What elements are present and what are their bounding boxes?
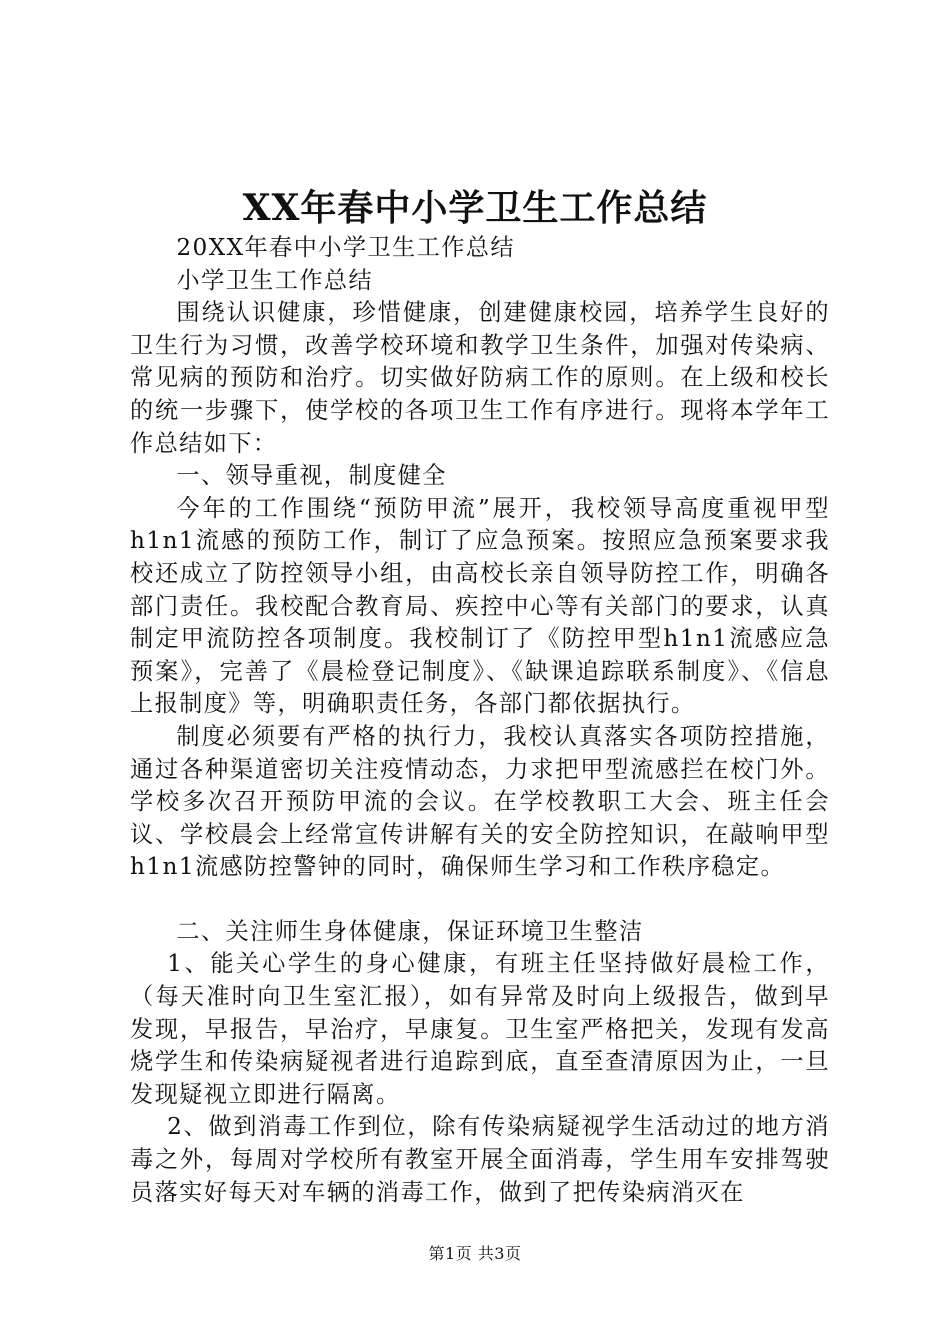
blank-line — [130, 884, 830, 916]
subtitle-line: 20XX年春中小学卫生工作总结 — [176, 234, 515, 261]
paragraph: 围绕认识健康，珍惜健康，创建健康校园，培养学生良好的卫生行为习惯，改善学校环境和教学卫生条件，加强对传染病、常见病的预防和治疗。切实做好防病工作的原则。在上级和校长的统一步骤下，使学校的各项卫生工作有序进行。现将本学年工作总结如下： — [130, 299, 830, 457]
document-title: XX年春中小学卫生工作总结 — [242, 187, 708, 229]
subtitle-line: 小学卫生工作总结 — [176, 266, 374, 294]
page-number: 第1页 共3页 — [428, 1244, 522, 1263]
paragraph: 2、做到消毒工作到位，除有传染病疑视学生活动过的地方消毒之外，每周对学校所有教室开展全面消毒，学生用车安排驾驶员落实好每天对车辆的消毒工作，做到了把传染病消灭在 — [130, 1113, 830, 1206]
paragraph: 1、能关心学生的身心健康，有班主任坚持做好晨检工作，（每天准时向卫生室汇报），如有异常及时向上级报告，做到早发现，早报告，早治疗，早康复。卫生室严格把关，发现有发高烧学生和传染病疑视者进行追踪到底，直至查清原因为止，一旦发现疑视立即进行隔离。 — [130, 950, 830, 1108]
section-heading: 二、关注师生身体健康，保证环境卫生整洁 — [176, 917, 644, 945]
paragraph: 今年的工作围绕“预防甲流”展开，我校领导高度重视甲型h1n1流感的预防工作，制订了应急预案。按照应急预案要求我校还成立了防控领导小组，由高校长亲自领导防控工作，明确各部门责任。我校配合教育局、疾控中心等有关部门的要求，认真制定甲流防控各项制度。我校制订了《防控甲型h1n1流感应急预案》，完善了《晨检登记制度》、《缺课追踪联系制度》、《信息上报制度》等，明确职责任务，各部门都依据执行。 — [130, 494, 830, 718]
document-body — [130, 232, 830, 1209]
section-heading: 一、领导重视，制度健全 — [176, 462, 447, 490]
paragraph: 制度必须要有严格的执行力，我校认真落实各项防控措施，通过各种渠道密切关注疫情动态，力求把甲型流感拦在校门外。学校多次召开预防甲流的会议。在学校教职工大会、班主任会议、学校晨会上经常宣传讲解有关的安全防控知识，在敲响甲型h1n1流感防控警钟的同时，确保师生学习和工作秩序稳定。 — [130, 722, 830, 881]
